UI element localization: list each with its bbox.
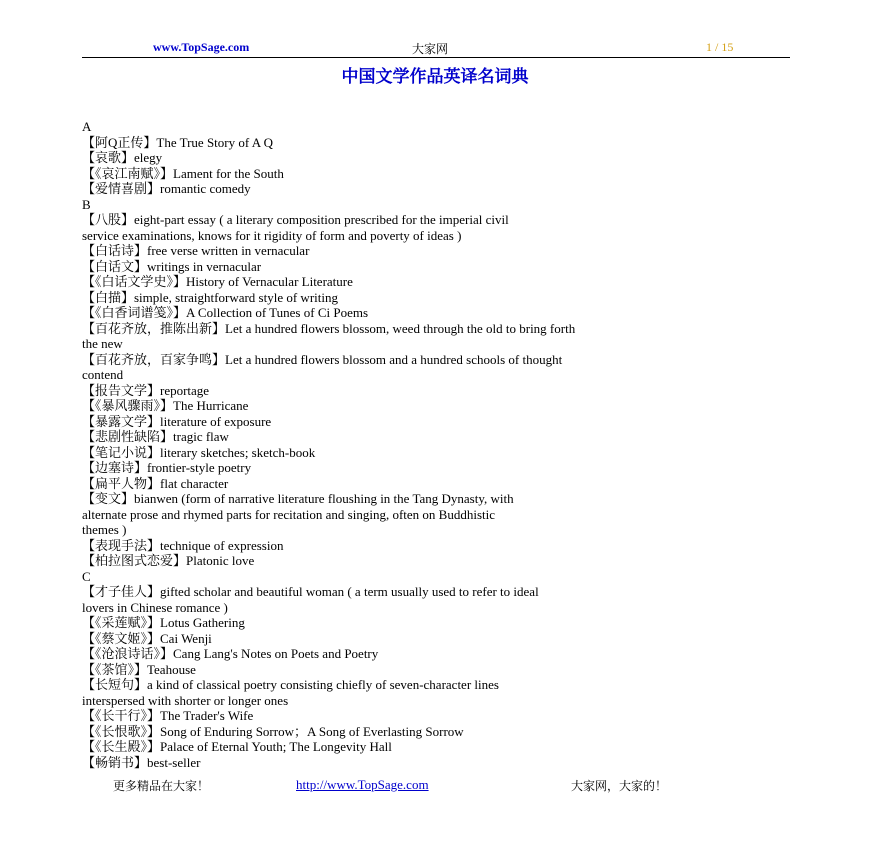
entry-line: 【才子佳人】gifted scholar and beautiful woman ( a term usually used to refer to ideal xyxy=(82,584,539,599)
entry-line: 【《哀江南赋》】Lament for the South xyxy=(82,165,284,181)
entry-line: 【白话文】writings in vernacular xyxy=(82,258,262,274)
entry-line: themes ) xyxy=(82,522,127,537)
entry-line: B xyxy=(82,196,91,212)
entry-line: 【白话诗】free verse written in vernacular xyxy=(82,243,310,258)
entry-line: 【《白香词谱笺》】A Collection of Tunes of Ci Poems xyxy=(82,305,369,320)
entry-line: 【《长干行》】The Trader's Wife xyxy=(82,708,254,723)
entry-line: 【《长恨歌》】Song of Enduring Sorrow；A Song of Everlasting Sorrow xyxy=(82,723,464,739)
entry-line: 【报告文学】reportage xyxy=(82,382,210,398)
entry-line: 【《茶馆》】Teahouse xyxy=(82,661,196,677)
header-site-link[interactable]: www.TopSage.com xyxy=(153,40,250,54)
header-divider xyxy=(82,57,790,58)
entry-line: 【百花齐放，百家争鸣】Let a hundred flowers blossom and a hundred schools of thought xyxy=(82,351,563,367)
footer-link[interactable]: http://www.TopSage.com xyxy=(296,777,429,792)
entry-line: 【《沧浪诗话》】Cang Lang's Notes on Poets and Poetry xyxy=(82,646,379,661)
entry-line: 【笔记小说】literary sketches; sketch-book xyxy=(82,444,316,460)
entry-line: A xyxy=(82,119,92,134)
entry-line: 【边塞诗】frontier-style poetry xyxy=(82,460,252,475)
entry-line: 【《蔡文姬》】Cai Wenji xyxy=(82,630,212,646)
entry-line: 【《采莲赋》】Lotus Gathering xyxy=(82,615,245,630)
dictionary-entries xyxy=(82,119,782,770)
entry-line: 【表现手法】technique of expression xyxy=(82,537,284,553)
entry-line: alternate prose and rhymed parts for recitation and singing, often on Buddhistic xyxy=(82,506,495,522)
entry-line: 【白描】simple, straightforward style of writing xyxy=(82,289,338,305)
header-center-text: 大家网 xyxy=(412,42,449,56)
entry-line: service examinations, knows for it rigidity of form and poverty of ideas ) xyxy=(82,227,462,243)
entry-line: lovers in Chinese romance ) xyxy=(82,599,228,615)
page-header xyxy=(0,40,870,58)
entry-line: interspersed with shorter or longer ones xyxy=(82,692,289,708)
entry-line: the new xyxy=(82,336,123,351)
entry-line: 【爱情喜剧】romantic comedy xyxy=(82,181,251,196)
entry-line: 【《长生殿》】Palace of Eternal Youth; The Longevity Hall xyxy=(82,739,392,754)
entry-line: 【八股】eight-part essay ( a literary composition prescribed for the imperial civil xyxy=(82,212,509,227)
page-number: 1 / 15 xyxy=(706,40,734,54)
entry-line: 【变文】bianwen (form of narrative literature floushing in the Tang Dynasty, with xyxy=(82,491,514,506)
entry-line: 【长短句】a kind of classical poetry consisting chiefly of seven-character lines xyxy=(82,677,499,692)
document-title: 中国文学作品英译名词典 xyxy=(341,67,529,87)
footer-right-text: 大家网，大家的！ xyxy=(571,779,668,793)
entry-line: contend xyxy=(82,367,124,382)
entry-line: 【畅销书】best-seller xyxy=(82,754,201,770)
footer-left-text: 更多精品在大家！ xyxy=(113,779,210,793)
entry-line: 【《暴风骤雨》】The Hurricane xyxy=(82,398,249,413)
entry-line: 【扁平人物】flat character xyxy=(82,475,229,491)
entry-line: 【阿Q正传】The True Story of A Q xyxy=(82,134,274,150)
entry-line: 【柏拉图式恋爱】Platonic love xyxy=(82,553,255,568)
entry-line: 【悲剧性缺陷】tragic flaw xyxy=(82,429,229,444)
entry-line: C xyxy=(82,568,91,584)
entry-line: 【《白话文学史》】History of Vernacular Literature xyxy=(82,274,353,289)
entry-line: 【暴露文学】literature of exposure xyxy=(82,413,272,429)
entry-line: 【百花齐放，推陈出新】Let a hundred flowers blossom, weed through the old to bring forth xyxy=(82,320,576,336)
entry-line: 【哀歌】elegy xyxy=(82,150,163,165)
